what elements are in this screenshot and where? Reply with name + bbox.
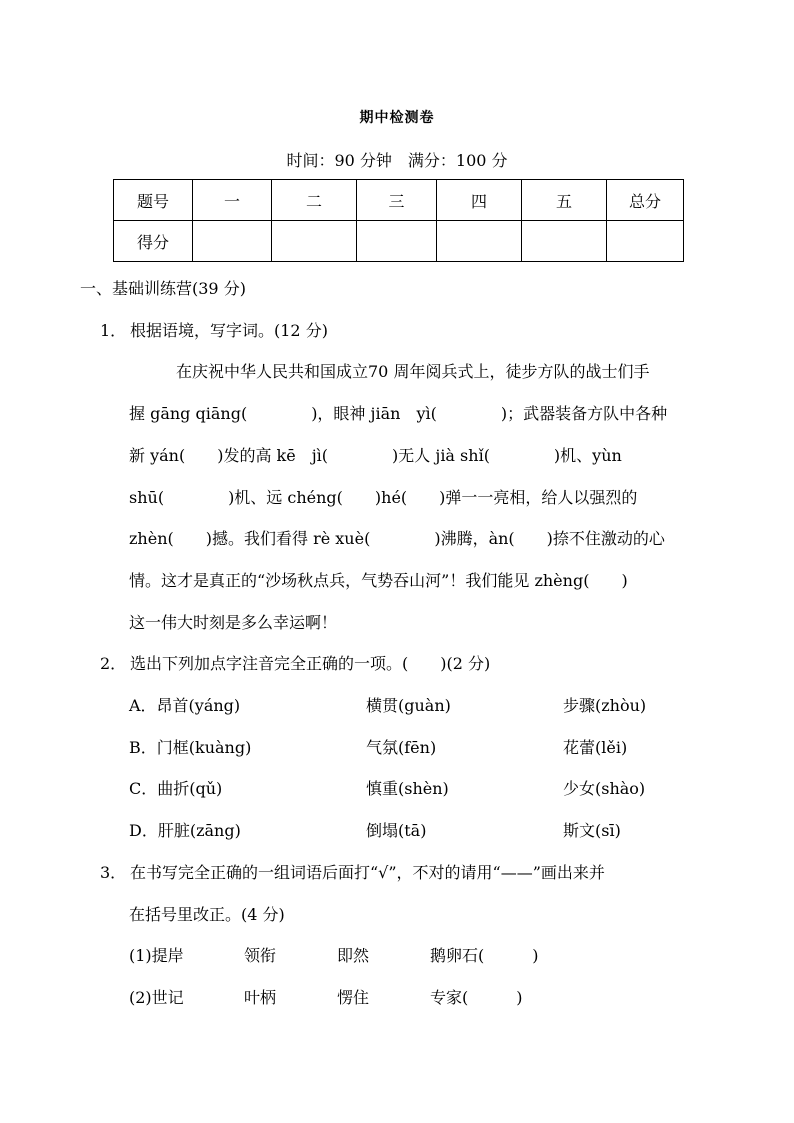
header-cell: 三: [357, 180, 437, 221]
question-1: [100, 318, 328, 341]
page-title: 期中检测卷: [359, 110, 435, 126]
score-cell[interactable]: [272, 221, 357, 262]
score-cell[interactable]: [357, 221, 437, 262]
passage-line: 情。这才是真正的“沙场秋点兵，气势吞山河”！我们能见 zhèng( ): [129, 571, 628, 590]
score-cell[interactable]: [193, 221, 272, 262]
question-number: 1．: [100, 321, 127, 340]
option-d[interactable]: D．肝脏(zāng): [129, 821, 241, 840]
header-cell: 总分: [607, 180, 684, 221]
question-stem: 根据语境，写字词。(12 分): [130, 321, 328, 340]
passage-line: 这一伟大时刻是多么幸运啊！: [129, 613, 338, 632]
option-a[interactable]: A．昂首(yáng): [129, 696, 241, 715]
word-item: (1)提岸: [129, 946, 184, 965]
header-cell: 二: [272, 180, 357, 221]
header-cell: 题号: [114, 180, 193, 221]
option-item: 斯文(sī): [563, 821, 621, 840]
score-cell[interactable]: [437, 221, 522, 262]
option-b[interactable]: B．门框(kuàng): [129, 738, 252, 757]
word-item: 专家( ): [430, 988, 523, 1007]
option-item: 倒塌(tā): [366, 821, 427, 840]
passage-line: 在庆祝中华人民共和国成立70 周年阅兵式上，徒步方队的战士们手: [176, 362, 650, 381]
word-item: (2)世记: [129, 988, 184, 1007]
exam-info: 时间：90 分钟 满分：100 分: [286, 151, 508, 170]
option-item: 横贯(guàn): [366, 696, 451, 715]
question-3: [100, 860, 605, 883]
word-item: 叶柄: [244, 988, 277, 1007]
word-item: 愣住: [337, 988, 370, 1007]
passage-line: zhèn( )撼。我们看得 rè xuè( )沸腾，àn( )捺不住激动的心: [129, 529, 665, 548]
score-cell[interactable]: [607, 221, 684, 262]
question-2: [100, 651, 490, 674]
question-stem: 选出下列加点字注音完全正确的一项。( )(2 分): [130, 654, 491, 673]
score-cell[interactable]: [522, 221, 607, 262]
word-item: 鹅卵石( ): [430, 946, 539, 965]
header-cell: 一: [193, 180, 272, 221]
question-stem: 在书写完全正确的一组词语后面打“√”，不对的请用“——”画出来并: [130, 863, 605, 882]
passage-line: shū( )机、远 chéng( )hé( )弹一一亮相，给人以强烈的: [129, 488, 638, 507]
option-item: 步骤(zhòu): [563, 696, 647, 715]
section-heading: 一、基础训练营(39 分): [80, 279, 246, 298]
score-table-score-row: [114, 221, 684, 262]
word-item: 即然: [337, 946, 370, 965]
question-stem-continued: 在括号里改正。(4 分): [129, 905, 285, 924]
header-cell: 四: [437, 180, 522, 221]
score-table: [113, 179, 684, 262]
option-item: 花蕾(lěi): [563, 738, 628, 757]
passage-line: 握 gāng qiāng( )，眼神 jiān yì( )；武器装备方队中各种: [129, 404, 668, 423]
header-cell: 五: [522, 180, 607, 221]
option-item: 慎重(shèn): [366, 779, 449, 798]
question-number: 3．: [100, 863, 127, 882]
passage-line: 新 yán( )发的高 kē jì( )无人 jià shǐ( )机、yùn: [129, 446, 622, 465]
option-c[interactable]: C．曲折(qǔ): [129, 779, 223, 798]
word-item: 领衔: [244, 946, 277, 965]
question-number: 2．: [100, 654, 127, 673]
option-item: 气氛(fēn): [366, 738, 437, 757]
option-item: 少女(shào): [563, 779, 646, 798]
score-table-header-row: [114, 180, 684, 221]
row-label: 得分: [114, 221, 193, 262]
